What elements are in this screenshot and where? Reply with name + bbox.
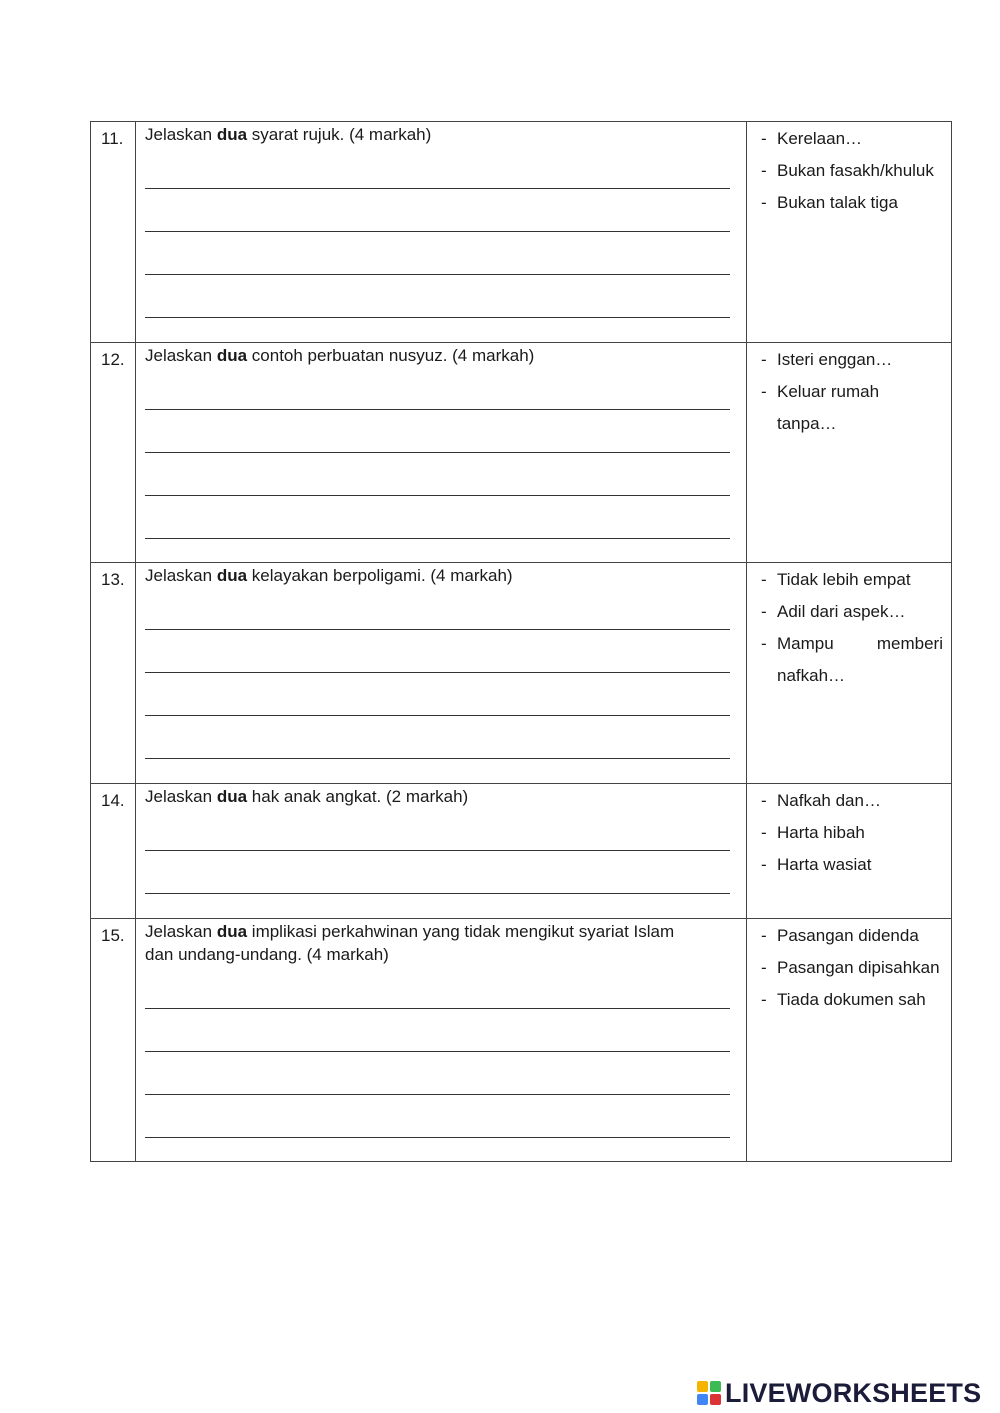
- question-text-rest: syarat rujuk. (4 markah): [247, 125, 432, 144]
- question-text-emphasis: dua: [216, 346, 248, 365]
- question-text-emphasis: dua: [216, 922, 248, 941]
- hint-item: - Bukan talak tiga: [761, 187, 943, 219]
- question-number: 14.: [91, 784, 136, 919]
- question-text: [145, 564, 732, 587]
- answer-line-input[interactable]: [145, 873, 730, 894]
- hint-item: - Harta hibah: [761, 817, 943, 849]
- answer-line-input[interactable]: [145, 988, 730, 1009]
- question-text: [145, 123, 732, 146]
- question-number: 12.: [91, 343, 136, 563]
- hint-item: - Kerelaan…: [761, 123, 943, 155]
- hint-cell: [747, 563, 952, 784]
- hint-list: [761, 920, 943, 1016]
- hint-item: - Harta wasiat: [761, 849, 943, 881]
- question-row: [91, 343, 952, 563]
- hint-item: - Pasangan dipisahkan: [761, 952, 943, 984]
- hint-item: - Keluar rumah tanpa…: [761, 376, 943, 440]
- question-cell: [136, 563, 747, 784]
- question-row: [91, 919, 952, 1162]
- question-cell: [136, 784, 747, 919]
- question-text-emphasis: dua: [216, 787, 248, 806]
- answer-line-input[interactable]: [145, 1074, 730, 1095]
- answer-line-input[interactable]: [145, 211, 730, 232]
- hint-item: - Nafkah dan…: [761, 785, 943, 817]
- answer-line-input[interactable]: [145, 1031, 730, 1052]
- answer-line-input[interactable]: [145, 518, 730, 539]
- answer-line-input[interactable]: [145, 695, 730, 716]
- hint-cell: [747, 122, 952, 343]
- question-text: [145, 785, 732, 808]
- question-text-emphasis: dua: [216, 566, 248, 585]
- hint-item: - Adil dari aspek…: [761, 596, 943, 628]
- question-row: [91, 122, 952, 343]
- hint-list: [761, 344, 943, 440]
- question-cell: [136, 122, 747, 343]
- question-number: 11.: [91, 122, 136, 343]
- question-row: [91, 784, 952, 919]
- answer-line-input[interactable]: [145, 830, 730, 851]
- question-text-rest: contoh perbuatan nusyuz. (4 markah): [247, 346, 535, 365]
- hint-item: - Mampu memberi nafkah…: [761, 628, 943, 692]
- question-text-rest: implikasi perkahwinan yang tidak mengikut syariat Islam: [247, 922, 675, 941]
- answer-line-input[interactable]: [145, 1117, 730, 1138]
- hint-cell: [747, 919, 952, 1162]
- answer-line-input[interactable]: [145, 475, 730, 496]
- brand-wordmark: LIVEWORKSHEETS: [725, 1377, 982, 1408]
- question-text: [145, 920, 732, 943]
- question-text-continued: dan undang-undang. (4 markah): [145, 945, 389, 964]
- question-cell: [136, 919, 747, 1162]
- hint-list: [761, 564, 943, 692]
- answer-line-input[interactable]: [145, 652, 730, 673]
- question-number: 13.: [91, 563, 136, 784]
- hint-item: - Tidak lebih empat: [761, 564, 943, 596]
- hint-cell: [747, 343, 952, 563]
- question-text-lead: Jelaskan: [145, 922, 217, 941]
- answer-line-input[interactable]: [145, 297, 730, 318]
- liveworksheets-logo: [697, 1379, 981, 1407]
- hint-item: - Pasangan didenda: [761, 920, 943, 952]
- answer-line-input[interactable]: [145, 389, 730, 410]
- question-cell: [136, 343, 747, 563]
- question-text-lead: Jelaskan: [145, 346, 217, 365]
- question-text-rest: hak anak angkat. (2 markah): [247, 787, 469, 806]
- answer-line-input[interactable]: [145, 254, 730, 275]
- hint-item: - Bukan fasakh/khuluk: [761, 155, 943, 187]
- question-text: [145, 344, 732, 367]
- question-row: [91, 563, 952, 784]
- answer-line-input[interactable]: [145, 609, 730, 630]
- logo-mark-icon: [697, 1381, 721, 1405]
- question-text-lead: Jelaskan: [145, 566, 217, 585]
- answer-line-input[interactable]: [145, 168, 730, 189]
- question-text-lead: Jelaskan: [145, 787, 217, 806]
- worksheet-table: [90, 121, 952, 1162]
- hint-item: - Tiada dokumen sah: [761, 984, 943, 1016]
- hint-cell: [747, 784, 952, 919]
- question-text-emphasis: dua: [216, 125, 248, 144]
- question-number: 15.: [91, 919, 136, 1162]
- hint-list: [761, 785, 943, 881]
- question-text-rest: kelayakan berpoligami. (4 markah): [247, 566, 513, 585]
- hint-list: [761, 123, 943, 219]
- answer-line-input[interactable]: [145, 432, 730, 453]
- hint-item: - Isteri enggan…: [761, 344, 943, 376]
- question-text-lead: Jelaskan: [145, 125, 217, 144]
- answer-line-input[interactable]: [145, 738, 730, 759]
